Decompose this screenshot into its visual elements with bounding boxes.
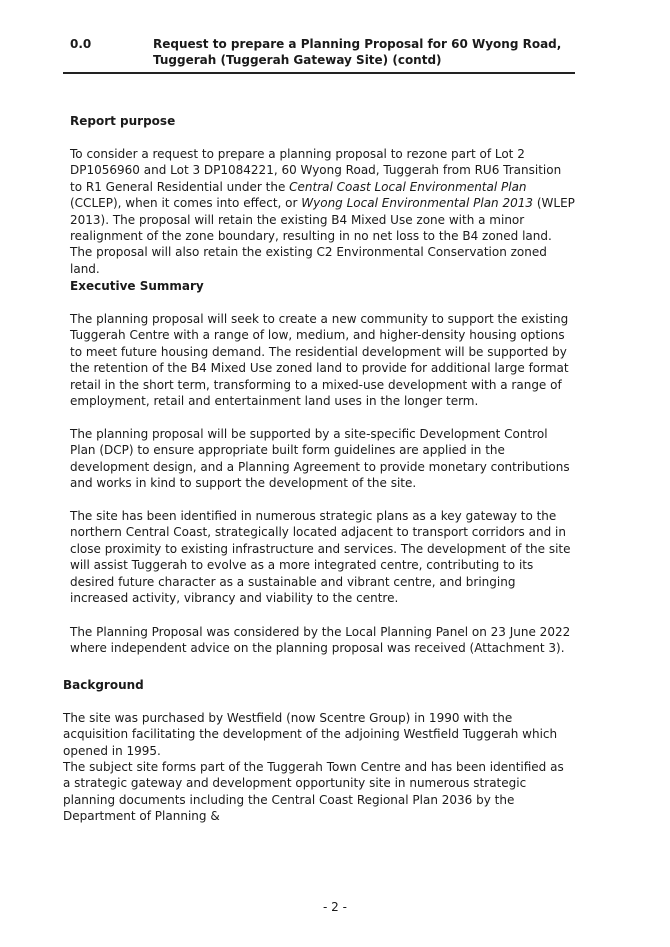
exec-summary-paragraph-4: The Planning Proposal was considered by the Local Planning Panel on 23 June 2022 where independent advice on the planning proposal was received (Attachment 3).: [70, 625, 571, 656]
background-paragraph-1: The site was purchased by Westfield (now Scentre Group) in 1990 with the acquisition facilitating the development of the adjoining Westfield Tuggerah which opened in 1995.: [63, 711, 558, 758]
report-purpose-paragraph: [70, 146, 576, 277]
item-number: 0.0: [70, 37, 92, 51]
rp-emph-cclep: Central Coast Local Environmental Plan: [289, 179, 527, 194]
exec-summary-paragraph-2: The planning proposal will be supported by a site-specific Development Control Plan (DCP) to ensure appropriate built form guidelines are applied in the development design, and a Planning Agreement to provide monetary contributions and works in kind to support the development of the site.: [70, 427, 570, 491]
page-number: - 2 -: [323, 900, 347, 914]
executive-summary-heading: Executive Summary: [70, 279, 204, 293]
report-purpose-heading: Report purpose: [70, 114, 176, 128]
background-paragraph-2: The subject site forms part of the Tuggerah Town Centre and has been identified as a strategic gateway and development opportunity site in numerous strategic planning documents including the Central Coast Regional Plan 2036 by the Department of Planning &: [63, 760, 564, 824]
page-header: [63, 36, 575, 74]
rp-emph-wlep: Wyong Local Environmental Plan 2013: [301, 196, 534, 211]
item-title: Request to prepare a Planning Proposal for 60 Wyong Road, Tuggerah (Tuggerah Gateway Site) (contd): [153, 37, 562, 67]
exec-summary-paragraph-3: The site has been identified in numerous strategic plans as a key gateway to the northern Central Coast, strategically located adjacent to transport corridors and in close proximity to existing infrastructure and services. The development of the site will assist Tuggerah to evolve as a more integrated centre, contributing to its desired future character as a sustainable and vibrant centre, and bringing increased activity, vibrancy and viability to the centre.: [70, 509, 571, 606]
background-heading: Background: [63, 678, 144, 692]
exec-summary-paragraph-1: The planning proposal will seek to create a new community to support the existing Tuggerah Centre with a range of low, medium, and higher-density housing options to meet future housing demand. The residential development will be supported by the retention of the B4 Mixed Use zoned land to provide for additional large format retail in the short term, transforming to a mixed-use development with a range of employment, retail and entertainment land uses in the longer term.: [70, 312, 569, 409]
rp-text-a: To consider a request to prepare a planning proposal to rezone part of Lot 2 DP1056960 and Lot 3 DP1084221, 60 Wyong Road, Tuggerah from RU6 Transition to R1 General Residential under the: [70, 147, 562, 194]
rp-text-b: (CCLEP), when it comes into effect, or: [70, 196, 302, 211]
rp-text-c: (WLEP 2013). The proposal will retain the existing B4 Mixed Use zone with a minor realignment of the zone boundary, resulting in no net loss to the B4 zoned land. The proposal will also retain the existing C2 Environmental Conservation zoned land.: [70, 196, 575, 276]
